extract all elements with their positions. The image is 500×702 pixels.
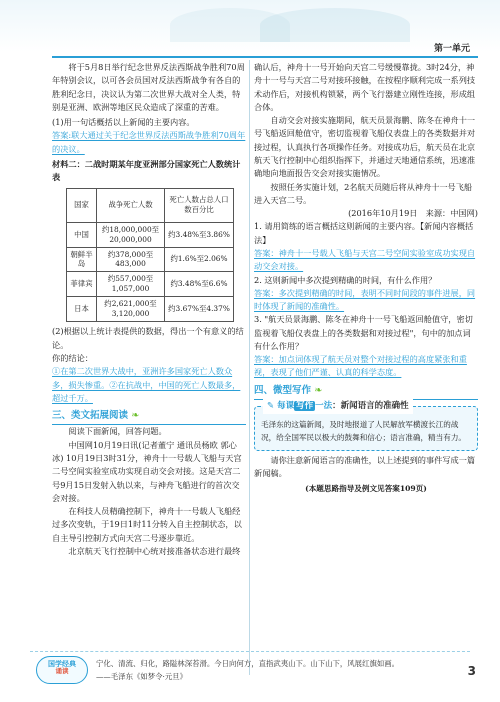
question-r2: 2. 这则新闻中多次提到精确的时间，有什么作用？ (254, 274, 437, 285)
table-cell: 约557,000至1,057,000 (97, 272, 165, 297)
table-row (67, 272, 234, 297)
table-cell: 约1.6%至2.06% (165, 247, 234, 272)
section-3-label: 三、类文拓展阅读 (52, 410, 129, 422)
badge-line-2: 诵读 (55, 667, 69, 676)
method-tag-prefix: 每课 (277, 401, 295, 412)
table-cell: 约2,621,000至3,120,000 (97, 297, 165, 322)
classics-badge (36, 656, 88, 684)
pencil-icon: ✎ (267, 401, 275, 412)
header-rule (52, 56, 478, 58)
section-3-title (52, 408, 246, 425)
left-column (52, 61, 246, 558)
question-r3: 3. "航天员景海鹏、陈冬在神舟十一号飞船返回舱值守，密切监视着飞船仪表盘上的各类数据和对接过程"，句中的加点词有什么作用？ (254, 314, 473, 351)
news-paragraph: 确认后，神舟十一号开始向天宫二号缓慢靠拢。3时24分，神舟十一号与天宫二号对接环接触，在按程序顺利完成一系列技术动作后，对接机构锁紧，两个飞行器建立刚性连接，形成组合体。 (254, 62, 476, 112)
table-cell: 菲律宾 (67, 272, 97, 297)
unit-title: 第一单元 (433, 44, 470, 54)
table-row (67, 297, 234, 322)
intro-text: 将于5月8日举行纪念世界反法西斯战争胜利70周年特别会议，以可各会员国对反法西斯战争有各自的胜利纪念日，决议认为第二次世界大战对全人类，特别是亚洲、欧洲等地区民众造成了深重的苦难。 (52, 62, 245, 112)
table-header-row (67, 188, 234, 222)
section-4-label: 四、微型写作 (254, 384, 312, 396)
news-paragraph: 北京航天飞行控制中心统对接准备状态进行最终 (68, 546, 241, 556)
answer-r3: 答案：加点词体现了航天员对整个对接过程的高度紧张和重视，表现了他们严谨、认真的科学态度。 (254, 354, 467, 378)
leaf-icon: ❧ (131, 410, 140, 422)
footer-poem: 宁化、清流、归化，路隘林深苔滑。今日向何方，直指武夷山下。山下山下，风展红旗如画。——毛泽东《如梦令·元旦》 (96, 659, 400, 681)
table-cell: 日本 (67, 297, 97, 322)
writing-method-body: 毛泽东的这篇新闻，及时地报道了人民解放军横渡长江的战况，给全国军民以极大的鼓舞和信心；语言准确，精当有力。 (261, 420, 467, 443)
footer-rule (30, 651, 470, 652)
table-cell: 中国 (67, 222, 97, 247)
column-divider (249, 60, 250, 675)
writing-task: 请你注意新闻语言的准确性，以上述提到的事件写成一篇新闻稿。 (254, 454, 476, 479)
table-cell: 朝鲜半岛 (67, 247, 97, 272)
method-tag-highlight: 写作 (296, 401, 314, 412)
question-r1: 1. 请用简练的语言概括这则新闻的主要内容。【新闻内容概括法】 (254, 221, 474, 245)
table-header: 战争死亡人数 (97, 188, 165, 222)
table-row (67, 222, 234, 247)
table-cell: 约3.48%至3.86% (165, 222, 234, 247)
answer-1: 答案:联大通过关于纪念世界反法西斯战争胜利70周年的决议。 (52, 130, 246, 154)
table-cell: 约18,000,000至20,000,000 (97, 222, 165, 247)
question-2-hint: 你的结论： (52, 352, 93, 363)
news-paragraph: 按照任务实施计划，2名航天员随后将从神舟十一号飞船进入天宫二号。 (254, 181, 473, 205)
reference-note: (本题思路指导及例文见答案109页) (305, 483, 427, 493)
answer-r2: 答案：多次提到精确的时间，表明不同时间段的事件进展，同时体现了新闻的准确性。 (254, 287, 476, 312)
hill-decoration (260, 8, 410, 42)
table-cell: 约3.67%至4.37% (165, 297, 234, 322)
writing-method-tag (263, 399, 413, 413)
news-source: (2016年10月19日 来源：中国网) (348, 208, 478, 219)
writing-method-box (254, 401, 478, 451)
table-header: 国家 (67, 188, 97, 222)
page-number: 3 (467, 664, 476, 678)
table-cell: 约378,000至483,000 (97, 247, 165, 272)
method-tag-subtitle: ：新闻语言的准确性 (332, 401, 409, 412)
news-paragraph: 中国网10月19日讯(记者董宁 通讯员杨欧 郭心冰) 10月19日3时31分，神舟十一号载人飞船与天宫二号空间实验室成功实现自动交会对接。这是天宫二号9月15日发射入轨以来，与神舟飞船进行的首次交会对接。 (52, 439, 242, 503)
leaf-icon: ❧ (314, 384, 323, 396)
table-cell: 约3.48%至6.6% (165, 272, 234, 297)
material-2-heading: 材料二：二战时期某年度亚洲部分国家死亡人数统计表 (52, 158, 241, 183)
answer-r1: 答案：神舟十一号载人飞船与天宫二号空间实验室成功实现自动交会对接。 (254, 247, 476, 272)
right-column (254, 61, 478, 495)
question-1: (1)用一句话概括以上新闻的主要内容。 (52, 117, 195, 128)
news-paragraph: 自动交会对接实施期间，航天员景海鹏、陈冬在神舟十一号飞船返回舱值守，密切监视着飞船仪表盘上的各类数据并对接过程，认真执行各项操作任务。对接成功后，航天员在北京航天飞行控制中心组织指挥下，并通过天地通信系统，迅速准确地向地面报告交会对接实施情况。 (254, 115, 476, 179)
answer-2: ①在第二次世界大战中，亚洲许多国家死亡人数众多，损失惨重。②在抗战中，中国的死亡人数最多，超过千万。 (52, 366, 241, 403)
table-row (67, 247, 234, 272)
death-toll-table (66, 188, 234, 323)
question-2: (2)根据以上统计表提供的数据，得出一个有意义的结论。 (52, 326, 244, 350)
method-tag-suffix: 一法 (315, 401, 333, 412)
section-3-instruction: 阅读下面新闻，回答问题。 (68, 426, 167, 437)
news-paragraph: 在科技人员精确控制下，神舟十一号载人飞船经过多次变轨，于19日1时11分转入自主控制状态，以自主导引控制方式向天宫二号逐步靠近。 (52, 506, 242, 543)
section-4-title (254, 383, 478, 400)
header-band (0, 0, 500, 52)
badge-line-1: 国学经典 (48, 660, 76, 668)
table-header: 死亡人数占总人口数百分比 (165, 188, 234, 222)
